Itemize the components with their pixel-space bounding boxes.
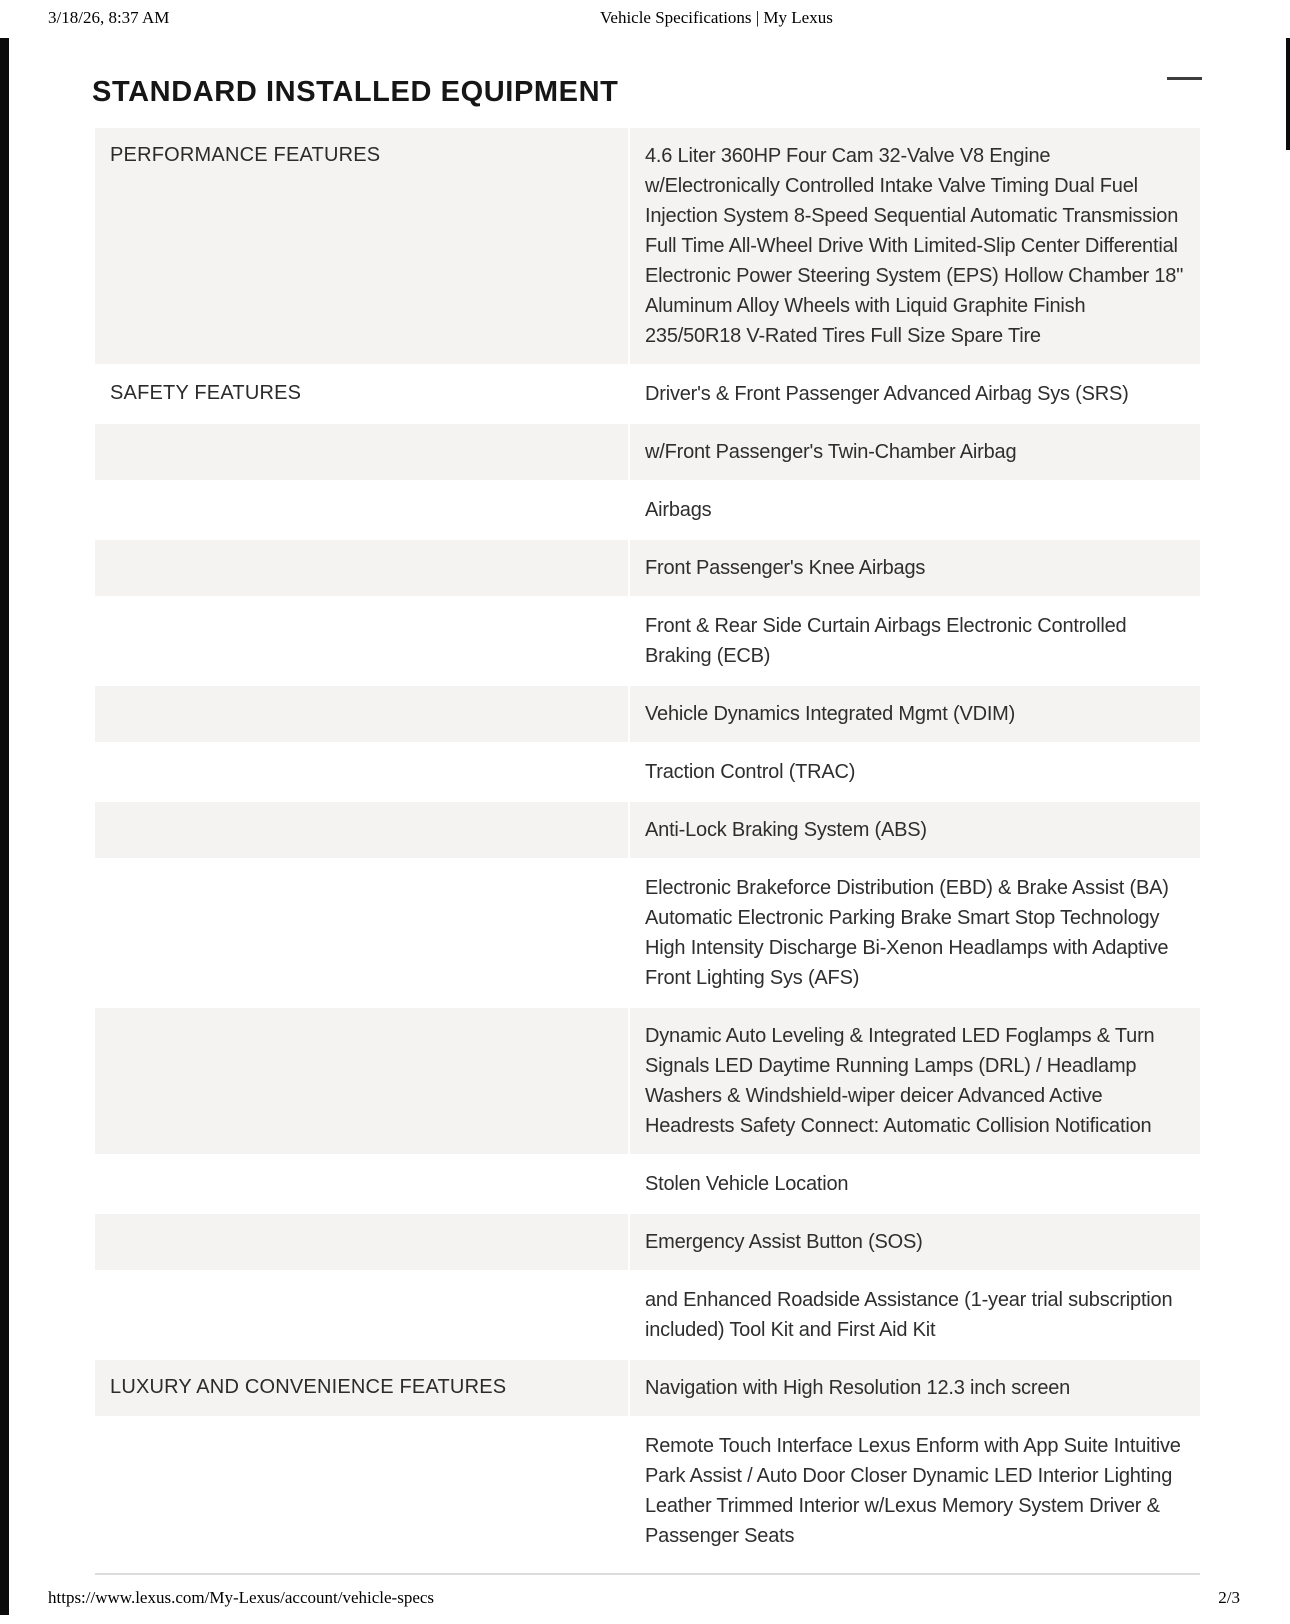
equipment-table	[95, 128, 1200, 1564]
description-cell: and Enhanced Roadside Assistance (1-year trial subscription included) Tool Kit and First Aid Kit	[630, 1272, 1200, 1358]
table-row	[95, 424, 1200, 480]
table-row	[95, 1418, 1200, 1564]
description-cell: Anti-Lock Braking System (ABS)	[630, 802, 1200, 858]
category-cell	[95, 1214, 628, 1270]
collapse-minus-icon[interactable]	[1167, 77, 1202, 80]
print-header-title: Vehicle Specifications | My Lexus	[600, 8, 833, 27]
table-row	[95, 1360, 1200, 1416]
table-row	[95, 860, 1200, 1006]
category-cell	[95, 1272, 628, 1358]
description-cell: Stolen Vehicle Location	[630, 1156, 1200, 1212]
table-row	[95, 1214, 1200, 1270]
category-cell	[95, 860, 628, 1006]
description-cell: Navigation with High Resolution 12.3 inch screen	[630, 1360, 1200, 1416]
category-cell	[95, 482, 628, 538]
description-cell: w/Front Passenger's Twin-Chamber Airbag	[630, 424, 1200, 480]
table-row	[95, 686, 1200, 742]
description-cell: Front & Rear Side Curtain Airbags Electronic Controlled Braking (ECB)	[630, 598, 1200, 684]
page-border-left	[0, 38, 9, 1615]
table-row	[95, 128, 1200, 364]
category-cell	[95, 802, 628, 858]
category-cell	[95, 1418, 628, 1564]
description-cell: Remote Touch Interface Lexus Enform with App Suite Intuitive Park Assist / Auto Door Closer Dynamic LED Interior Lighting Leather Trimmed Interior w/Lexus Memory System Driver & Passenger Seats	[630, 1418, 1200, 1564]
category-cell	[95, 744, 628, 800]
category-cell: LUXURY AND CONVENIENCE FEATURES	[95, 1360, 628, 1416]
print-footer-page-number: 2/3	[1218, 1588, 1240, 1607]
table-row	[95, 598, 1200, 684]
category-cell	[95, 540, 628, 596]
category-cell	[95, 1008, 628, 1154]
table-row	[95, 540, 1200, 596]
table-row	[95, 802, 1200, 858]
category-cell: SAFETY FEATURES	[95, 366, 628, 422]
table-row	[95, 1156, 1200, 1212]
table-row	[95, 744, 1200, 800]
description-cell: Airbags	[630, 482, 1200, 538]
page-title: STANDARD INSTALLED EQUIPMENT	[92, 76, 619, 109]
print-footer-url: https://www.lexus.com/My-Lexus/account/vehicle-specs	[48, 1588, 435, 1607]
table-row	[95, 366, 1200, 422]
table-row	[95, 1272, 1200, 1358]
table-row	[95, 482, 1200, 538]
description-cell: Front Passenger's Knee Airbags	[630, 540, 1200, 596]
description-cell: Vehicle Dynamics Integrated Mgmt (VDIM)	[630, 686, 1200, 742]
description-cell: Driver's & Front Passenger Advanced Airbag Sys (SRS)	[630, 366, 1200, 422]
table-bottom-border	[95, 1573, 1200, 1575]
category-cell: PERFORMANCE FEATURES	[95, 128, 628, 364]
description-cell: Emergency Assist Button (SOS)	[630, 1214, 1200, 1270]
category-cell	[95, 686, 628, 742]
category-cell	[95, 1156, 628, 1212]
description-cell: Electronic Brakeforce Distribution (EBD) & Brake Assist (BA) Automatic Electronic Parking Brake Smart Stop Technology High Intensity Discharge Bi-Xenon Headlamps with Adaptive Front Lighting Sys (AFS)	[630, 860, 1200, 1006]
page-border-right	[1286, 38, 1290, 150]
description-cell: Dynamic Auto Leveling & Integrated LED Foglamps & Turn Signals LED Daytime Running Lamps (DRL) / Headlamp Washers & Windshield-wiper deicer Advanced Active Headrests Safety Connect: Automatic Collision Notification	[630, 1008, 1200, 1154]
category-cell	[95, 598, 628, 684]
category-cell	[95, 424, 628, 480]
description-cell: Traction Control (TRAC)	[630, 744, 1200, 800]
print-header-datetime: 3/18/26, 8:37 AM	[48, 8, 170, 27]
table-row	[95, 1008, 1200, 1154]
description-cell: 4.6 Liter 360HP Four Cam 32-Valve V8 Engine w/Electronically Controlled Intake Valve Timing Dual Fuel Injection System 8-Speed Sequential Automatic Transmission Full Time All-Wheel Drive With Limited-Slip Center Differential Electronic Power Steering System (EPS) Hollow Chamber 18" Aluminum Alloy Wheels with Liquid Graphite Finish 235/50R18 V-Rated Tires Full Size Spare Tire	[630, 128, 1200, 364]
